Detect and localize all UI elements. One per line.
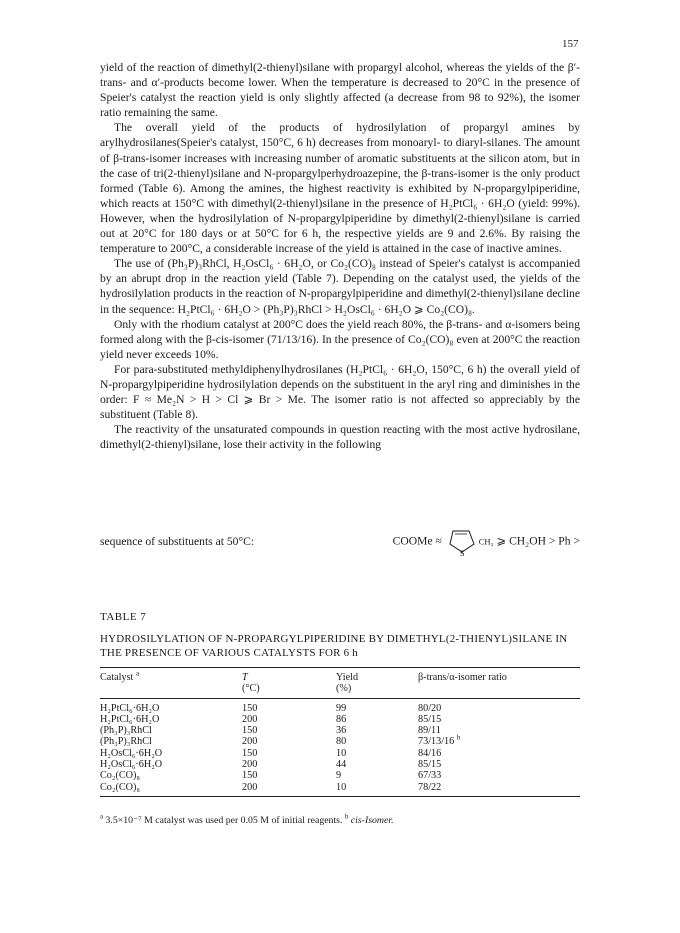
- substituent-sequence: [100, 527, 580, 557]
- table-row: Co₂(CO)₈ 150 9 67/33: [100, 770, 442, 782]
- sequence-formula: [393, 527, 580, 557]
- table-row: H₂PtCl₆·6H₂O 150 99 80/20: [100, 702, 442, 714]
- ge-sign: ⩾: [496, 534, 507, 548]
- paragraph-6: The reactivity of the unsaturated compounds in question reacting with the most active hydrosilane, dimethyl(2-thienyl)silane, lose their activity in the following: [100, 423, 580, 452]
- header-temperature-unit: (°C): [242, 683, 336, 698]
- table-label: TABLE 7: [100, 611, 147, 623]
- table-row: Co₂(CO)₈ 200 10 78/22: [100, 782, 580, 797]
- footnote-a-mark: a: [100, 813, 104, 821]
- ring-atom-label: S: [459, 549, 465, 557]
- page-number: 157: [562, 38, 579, 50]
- table-title: HYDROSILYLATION OF N-PROPARGYLPIPERIDINE BY DIMETHYL(2-THIENYL)SILANE IN THE PRESENCE OF VARIOUS CATALYSTS FOR 6 h: [100, 633, 568, 659]
- header-yield-unit: (%): [336, 683, 418, 698]
- header-catalyst: Catalyst $^a$: [100, 668, 242, 684]
- footnote-a-text: 3.5×10⁻⁷ M catalyst was used per 0.05 M of initial reagents.: [105, 815, 343, 826]
- catalyst-table: [100, 667, 580, 797]
- table-row: H₂PtCl₆·6H₂O 200 86 85/15: [100, 713, 442, 725]
- paragraph-2: The overall yield of the products of hydrosilylation of propargyl amines by arylhydrosilanes(Speier's catalyst, 150°C, 6 h) decreases from monoaryl- to diaryl-silanes. The amount of β-trans-isomer increases with increasing number of aromatic substituents at the silicon atom, but in the case of tri(2-thienyl)silane and N-propargylperhydroazepine, the β-trans-isomer is the only product formed (Table 6). Among the amines, the highest reactivity is exhibited by N-propargylpiperidine, which reacts at 150°C with dimethyl(2-thienyl)silane in the presence of H₂PtCl₆ · 6H₂O (yield: 99%). However, when the hydrosilylation of N-propargylpiperidine by dimethyl(2-thienyl)silane is carried out at 20°C for 180 days or at 50°C for 6 h, the respective yields are 9 and 2.6%. By raising the temperature to 200°C, a considerable increase of the yield is attained in the case of inactive amines.: [100, 121, 580, 256]
- thiophene-ring-icon: [445, 527, 479, 557]
- paragraph-1: yield of the reaction of dimethyl(2-thienyl)silane with propargyl alcohol, whereas the yields of the β′-trans- and α′-products become lower. When the temperature is decreased to 20°C in the presence of Speier's catalyst the reaction yield is only slightly affected (a decrease from 98 to 92%), the isomer ratio remaining the same.: [100, 61, 580, 120]
- ch2oh-term: CH₂OH > Ph >: [509, 534, 580, 548]
- paragraph-5: For para-substituted methyldiphenylhydrosilanes (H₂PtCl₆ · 6H₂O, 150°C, 6 h) the overall yield of N-propargylpiperidine hydrosilylation depends on the substituent in the aryl ring and diminishes in the order: F ≈ Me₂N > H > Cl ⩾ Br > Me. The isomer ratio is not affected so appreciably by the substituent (Table 8).: [100, 362, 580, 422]
- footnote-mark-b: b: [456, 734, 461, 743]
- table-row: (Ph₃P)₃RhCl 200 80 73/13/16 $^b$: [100, 734, 461, 748]
- table-caption: [100, 610, 580, 660]
- header-ratio: β-trans/α-isomer ratio: [418, 668, 580, 684]
- footnote-mark-a: a: [135, 669, 140, 678]
- table-row: H₂OsCl₆·6H₂O 200 44 85/15: [100, 759, 442, 771]
- table-footnote: [100, 815, 580, 827]
- ch2-term: CH₂: [478, 536, 494, 547]
- body-text: [100, 60, 580, 452]
- footnote-b-mark: b: [344, 813, 349, 821]
- table-row: (Ph₃P)₃RhCl 150 36 89/11: [100, 725, 441, 737]
- paragraph-4: Only with the rhodium catalyst at 200°C does the yield reach 80%, the β-trans- and α-isomers being formed along with the β-cis-isomer (71/13/16). In the presence of Co₂(CO)₈ even at 200°C the reaction yield never exceeds 10%.: [100, 317, 580, 361]
- header-yield: Yield: [336, 668, 418, 684]
- sequence-lead: sequence of substituents at 50°C:: [100, 535, 255, 548]
- footnote-b-text: cis-Isomer.: [350, 815, 394, 826]
- header-temperature: T: [242, 668, 336, 684]
- cooMe-term: COOMe ≈: [392, 534, 442, 548]
- paragraph-3: The use of (Ph₃P)₃RhCl, H₂OsCl₆ · 6H₂O, or Co₂(CO)₈ instead of Speier's catalyst is accompanied by an abrupt drop in the reaction yield (Table 7). Depending on the catalyst used, the yields of the hydrosilylation products in the reaction of N-propargylpiperidine and dimethyl(2-thienyl)silane decline in the sequence: H₂PtCl₆ · 6H₂O > (Ph₃P)₃RhCl > H₂OsCl₆ · 6H₂O ⩾ Co₂(CO)₈.: [100, 257, 580, 316]
- table-row: H₂OsCl₆·6H₂O 150 10 84/16: [100, 747, 442, 759]
